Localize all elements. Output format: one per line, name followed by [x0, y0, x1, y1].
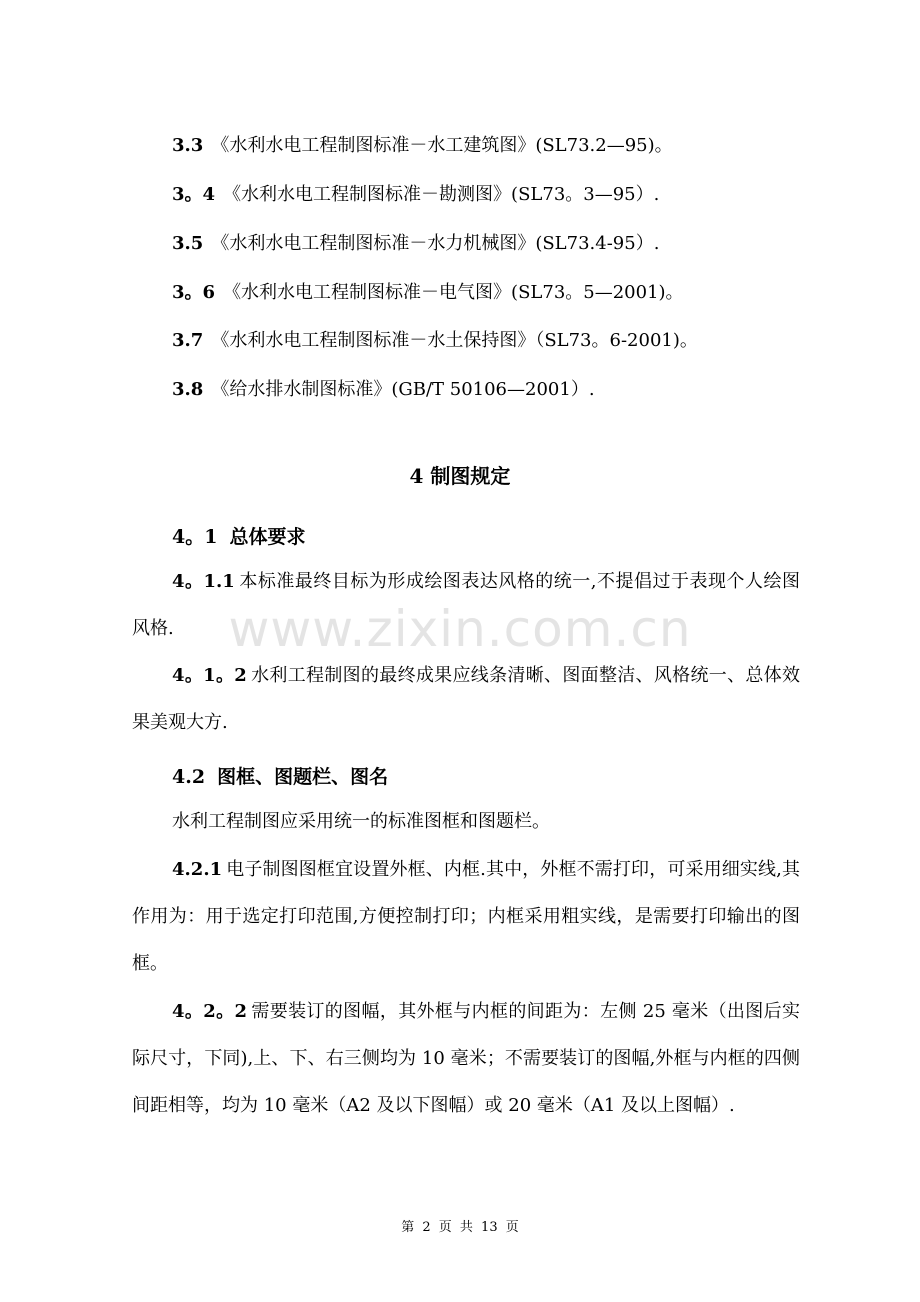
paragraph-text: 水利工程制图应采用统一的标准图框和图题栏。 [172, 811, 550, 832]
paragraph-4-2-intro [132, 798, 800, 845]
reference-3-6 [172, 281, 684, 305]
reference-text: 《水利水电工程制图标准－水工建筑图》(SL73.2—95)。 [211, 135, 673, 156]
paragraph-4-1-1 [132, 558, 800, 652]
reference-number: 3.5 [172, 233, 204, 254]
reference-number: 3.8 [172, 379, 204, 400]
paragraph-text: 本标准最终目标为形成绘图表达风格的统一,不提倡过于表现个人绘图风格. [132, 571, 801, 639]
reference-number: 3.7 [172, 330, 204, 351]
reference-text: 《水利水电工程制图标准－水力机械图》(SL73.4-95）. [211, 233, 660, 254]
subsection-heading-4-1 [172, 522, 305, 549]
subsection-number: 4。1 [172, 526, 218, 548]
watermark: www.zixin.com.cn [228, 600, 692, 658]
reference-3-4 [172, 183, 659, 207]
paragraph-text: 电子制图图框宜设置外框、内框.其中，外框不需打印，可采用细实线,其作用为：用于选定打印范围,方便控制打印；内框采用粗实线，是需要打印输出的图框。 [132, 859, 800, 974]
subsection-title: 总体要求 [229, 526, 306, 548]
reference-number: 3。4 [172, 184, 216, 205]
paragraph-4-1-2 [132, 652, 800, 746]
paragraph-4-2-1 [132, 846, 800, 987]
paragraph-4-2-2 [132, 988, 800, 1129]
reference-3-5 [172, 232, 659, 256]
section-heading: 4 制图规定 [409, 464, 511, 488]
subsection-title: 图框、图题栏、图名 [217, 766, 389, 788]
reference-text: 《水利水电工程制图标准－电气图》(SL73。5—2001)。 [223, 282, 684, 303]
page-footer: 第 2 页 共 13 页 [401, 1220, 519, 1235]
reference-text: 《给水排水制图标准》(GB/T 50106—2001）. [211, 379, 595, 400]
paragraph-number: 4。2。2 [172, 1001, 247, 1022]
paragraph-number: 4。1。2 [172, 665, 247, 686]
paragraph-number: 4。1.1 [172, 571, 235, 592]
reference-3-8 [172, 378, 595, 402]
reference-text: 《水利水电工程制图标准－勘测图》(SL73。3—95）. [223, 184, 660, 205]
subsection-heading-4-2 [172, 762, 388, 789]
reference-3-3 [172, 134, 673, 158]
reference-3-7 [172, 329, 698, 353]
paragraph-text: 需要装订的图幅，其外框与内框的间距为：左侧 25 毫米（出图后实际尺寸，下同),上、下、右三侧均为 10 毫米；不需要装订的图幅,外框与内框的四侧间距相等，均为 10 毫米（A2 及以下图幅）或 20 毫米（A1 及以上图幅）. [132, 1001, 800, 1116]
reference-number: 3.3 [172, 135, 204, 156]
reference-number: 3。6 [172, 282, 216, 303]
reference-text: 《水利水电工程制图标准－水土保持图》（SL73。6-2001)。 [211, 330, 698, 351]
paragraph-text: 水利工程制图的最终成果应线条清晰、图面整洁、风格统一、总体效果美观大方. [132, 665, 801, 733]
paragraph-number: 4.2.1 [172, 859, 223, 880]
subsection-number: 4.2 [172, 766, 206, 788]
